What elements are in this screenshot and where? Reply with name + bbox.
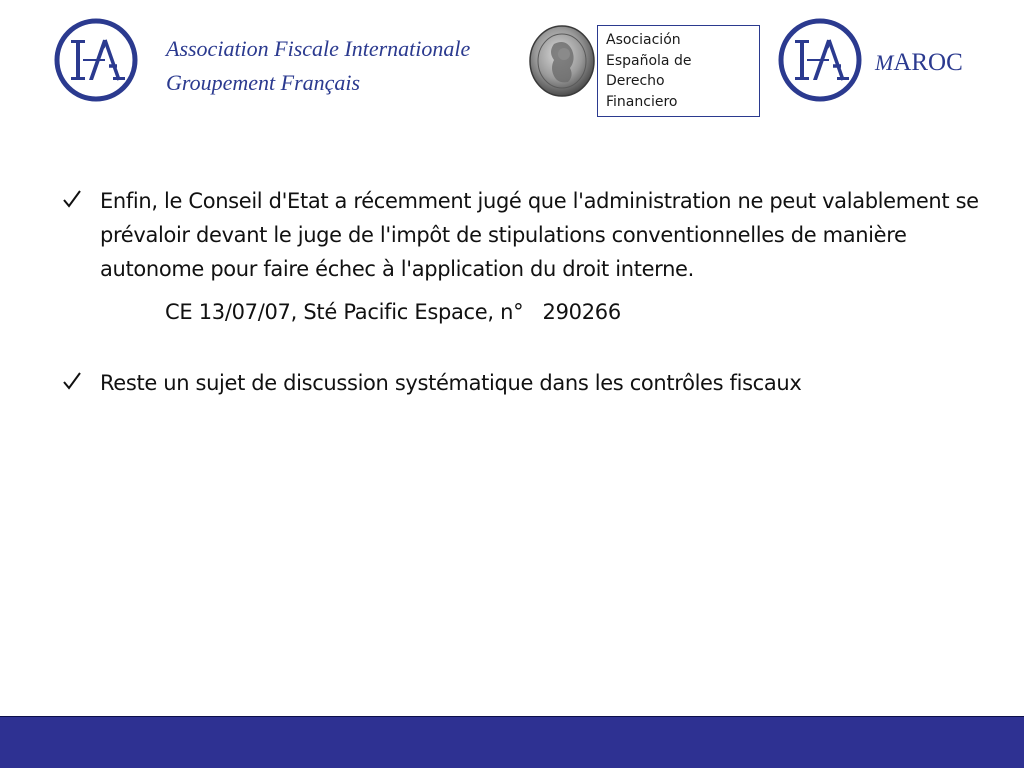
aedf-line: Española de — [606, 52, 692, 69]
footer-bar — [0, 716, 1024, 768]
aedf-line: Asociación — [606, 32, 681, 48]
association-title — [166, 32, 470, 100]
case-citation: CE 13/07/07, Sté Pacific Espace, n° 290266 — [165, 300, 621, 324]
association-title-line1: Association Fiscale Internationale — [166, 36, 471, 61]
ifa-logo — [53, 18, 139, 102]
association-title-line2: Groupement Français — [166, 70, 361, 95]
check-icon — [62, 188, 82, 210]
aedf-label-box — [597, 25, 760, 117]
aedf-line: Financiero — [606, 93, 678, 110]
check-icon — [62, 370, 82, 392]
bullet-text: Enfin, le Conseil d'Etat a récemment jugé que l'administration ne peut valablement se prévaloir devant le juge de l'impôt de stipulations conventionnelles de manière autonome pour faire échec à l'application du droit interne. — [100, 189, 979, 281]
maroc-label — [875, 49, 963, 77]
bullet-item — [62, 366, 982, 400]
slide-header — [0, 0, 1024, 130]
bullet-text: Reste un sujet de discussion systématique dans les contrôles fiscaux — [100, 371, 802, 395]
bullet-item — [62, 184, 982, 286]
maroc-label-m: M — [875, 50, 894, 75]
ifa-maroc-logo — [777, 18, 863, 102]
slide-content — [62, 184, 982, 400]
aedf-line: Derecho — [606, 73, 665, 89]
aedf-medal-logo — [528, 24, 596, 98]
spacer — [62, 329, 982, 366]
maroc-label-rest: AROC — [893, 49, 963, 76]
